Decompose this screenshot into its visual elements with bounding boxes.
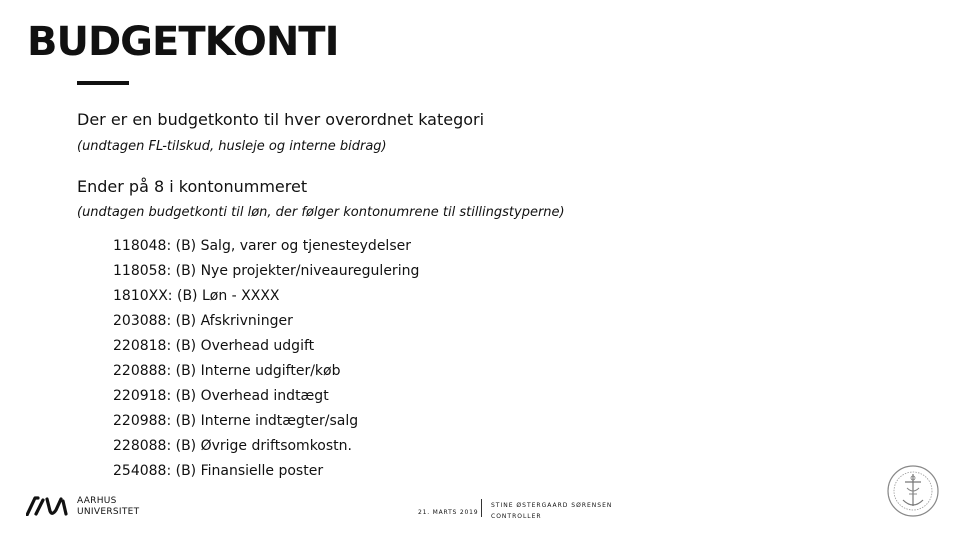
slide-title: BUDGETKONTI bbox=[27, 19, 339, 65]
au-logo-icon bbox=[26, 496, 70, 516]
author-role: CONTROLLER bbox=[491, 513, 542, 520]
intro-line-2: Ender på 8 i kontonummeret bbox=[77, 177, 308, 196]
list-item: 228088: (B) Øvrige driftsomkostn. bbox=[113, 438, 352, 454]
list-item: 220988: (B) Interne indtægter/salg bbox=[113, 413, 359, 429]
list-item: 203088: (B) Afskrivninger bbox=[113, 313, 293, 329]
list-item: 118058: (B) Nye projekter/niveauregulering bbox=[113, 263, 420, 279]
author-name: STINE ØSTERGAARD SØRENSEN bbox=[491, 502, 613, 509]
list-item: 118048: (B) Salg, varer og tjenesteydelser bbox=[113, 238, 411, 254]
university-name-line-2: UNIVERSITET bbox=[77, 507, 140, 517]
list-item: 220918: (B) Overhead indtægt bbox=[113, 388, 329, 404]
university-seal-icon bbox=[885, 460, 941, 520]
list-item: 220818: (B) Overhead udgift bbox=[113, 338, 315, 354]
list-item: 220888: (B) Interne udgifter/køb bbox=[113, 363, 341, 379]
university-name bbox=[77, 496, 139, 518]
account-list bbox=[113, 236, 419, 486]
intro-line-2-note: (undtagen budgetkonti til løn, der følger kontonumrene til stillingstyperne) bbox=[77, 205, 565, 220]
intro-line-1-note: (undtagen FL-tilskud, husleje og interne bidrag) bbox=[77, 139, 387, 154]
footer-date: 21. MARTS 2019 bbox=[418, 509, 479, 516]
list-item: 1810XX: (B) Løn - XXXX bbox=[113, 288, 280, 304]
university-name-line-1: AARHUS bbox=[77, 496, 117, 506]
footer-author bbox=[491, 500, 612, 522]
list-item: 254088: (B) Finansielle poster bbox=[113, 463, 324, 479]
intro-line-1: Der er en budgetkonto til hver overordnet kategori bbox=[77, 110, 485, 129]
footer-divider bbox=[481, 499, 482, 517]
title-underline bbox=[77, 81, 129, 85]
